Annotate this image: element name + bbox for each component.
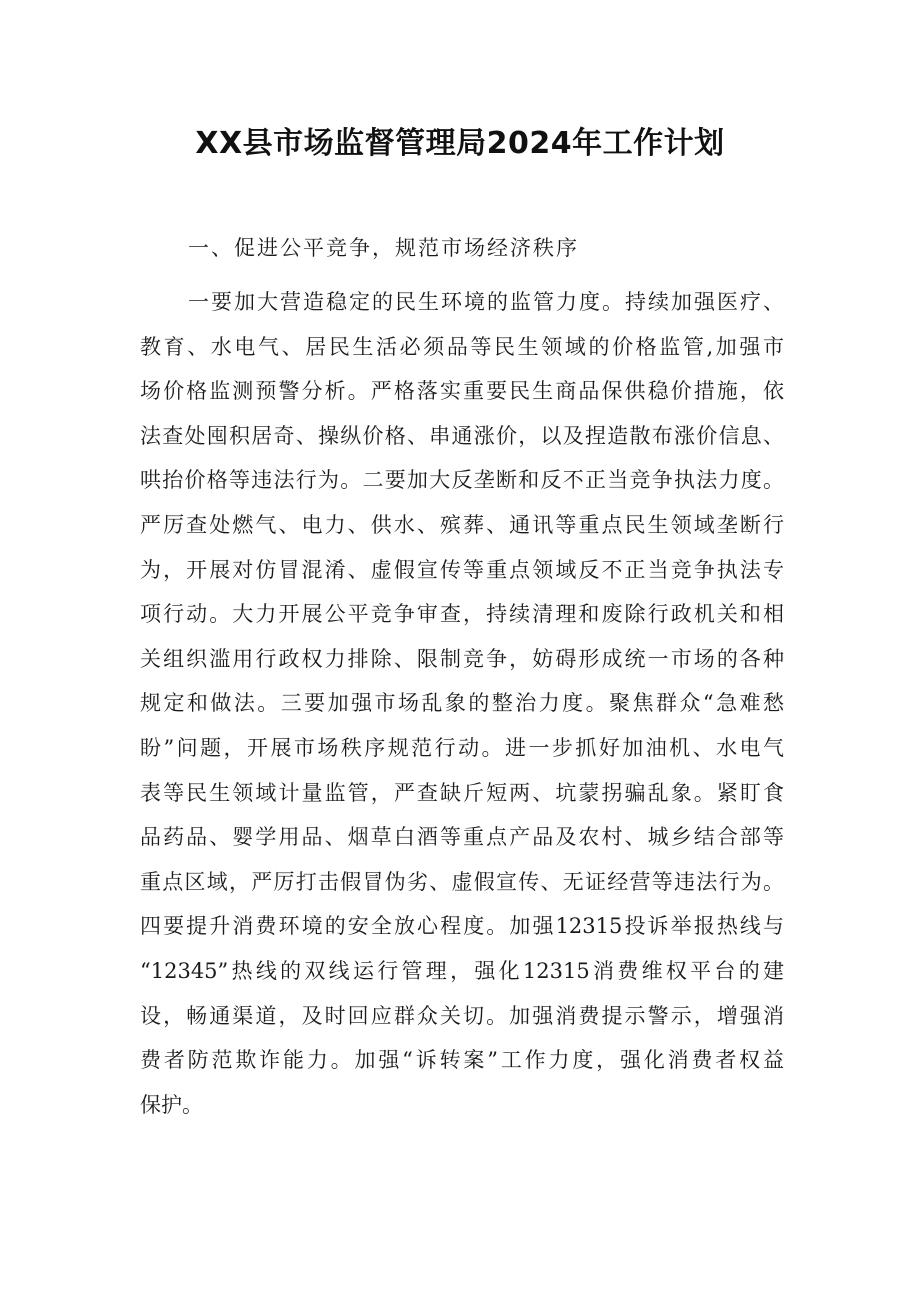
paragraph-line: 品药品、婴学用品、烟草白酒等重点产品及农村、城乡结合部等 bbox=[140, 825, 784, 850]
paragraph-line: 四要提升消费环境的安全放心程度。加强12315投诉举报热线与 bbox=[140, 914, 784, 939]
paragraph-line: 规定和做法。三要加强市场乱象的整治力度。聚焦群众“急难愁 bbox=[140, 691, 784, 716]
paragraph-line: 严厉查处燃气、电力、供水、殡葬、通讯等重点民生领域垄断行 bbox=[140, 512, 784, 537]
section-heading: 一、促进公平竞争，规范市场经济秩序 bbox=[188, 236, 579, 260]
paragraph-line: 哄抬价格等违法行为。二要加大反垄断和反不正当竞争执法力度。 bbox=[140, 468, 784, 493]
paragraph-line: 保护。 bbox=[140, 1092, 203, 1117]
paragraph-line: 项行动。大力开展公平竞争审查，持续清理和废除行政机关和相 bbox=[140, 602, 784, 627]
paragraph-line: 表等民生领域计量监管，严查缺斤短两、坑蒙拐骗乱象。紧盯食 bbox=[140, 780, 784, 805]
paragraph-line: 为，开展对仿冒混淆、虚假宣传等重点领域反不正当竞争执法专 bbox=[140, 557, 784, 582]
paragraph-line: 教育、水电气、居民生活必须品等民生领域的价格监管,加强市 bbox=[140, 334, 784, 359]
paragraph-line: “12345”热线的双线运行管理，强化12315消费维权平台的建 bbox=[140, 958, 784, 983]
body-paragraph bbox=[140, 280, 784, 1127]
paragraph-line: 重点区域，严厉打击假冒伪劣、虚假宣传、无证经营等违法行为。 bbox=[140, 869, 784, 894]
document-title: XX县市场监督管理局2024年工作计划 bbox=[195, 126, 725, 161]
paragraph-line: 关组织滥用行政权力排除、限制竞争，妨碍形成统一市场的各种 bbox=[140, 646, 784, 671]
paragraph-line: 盼”问题，开展市场秩序规范行动。进一步抓好加油机、水电气 bbox=[140, 735, 784, 760]
paragraph-line: 费者防范欺诈能力。加强“诉转案”工作力度，强化消费者权益 bbox=[140, 1048, 784, 1073]
paragraph-line: 场价格监测预警分析。严格落实重要民生商品保供稳价措施，依 bbox=[140, 379, 784, 404]
paragraph-line: 法查处囤积居奇、操纵价格、串通涨价，以及捏造散布涨价信息、 bbox=[140, 423, 784, 448]
paragraph-line: 设，畅通渠道，及时回应群众关切。加强消费提示警示，增强消 bbox=[140, 1003, 784, 1028]
paragraph-line: 一要加大营造稳定的民生环境的监管力度。持续加强医疗、 bbox=[188, 290, 784, 314]
